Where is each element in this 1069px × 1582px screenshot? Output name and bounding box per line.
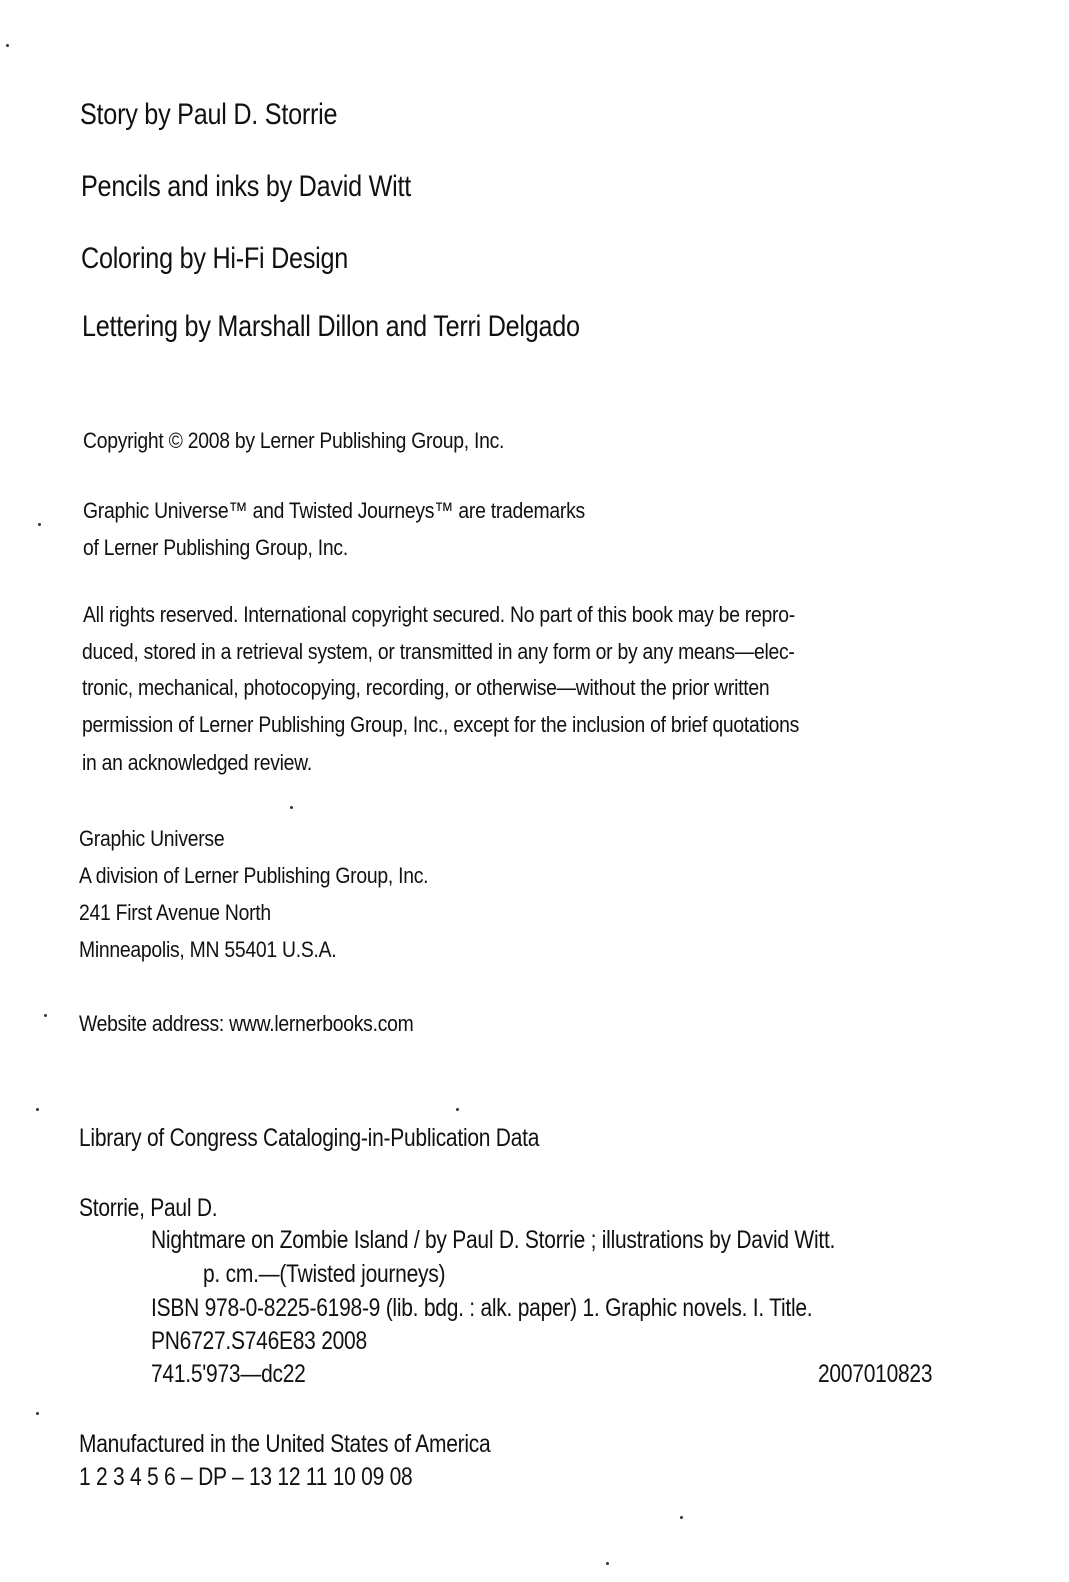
credit-pencils: Pencils and inks by David Witt <box>81 170 411 203</box>
publisher-name: Graphic Universe <box>79 826 225 851</box>
manufacture-line: Manufactured in the United States of America <box>79 1430 491 1458</box>
cip-title-line: Nightmare on Zombie Island / by Paul D. Storrie ; illustrations by David Witt. <box>151 1226 836 1254</box>
scan-speck <box>456 1108 459 1111</box>
scan-speck <box>680 1516 683 1519</box>
publisher-city: Minneapolis, MN 55401 U.S.A. <box>79 937 337 962</box>
cip-author: Storrie, Paul D. <box>79 1194 218 1222</box>
scan-speck <box>36 1412 39 1415</box>
credit-story: Story by Paul D. Storrie <box>80 98 338 131</box>
publisher-street: 241 First Avenue North <box>79 900 271 925</box>
cip-series-line: p. cm.—(Twisted journeys) <box>203 1260 446 1288</box>
cip-lccn: 2007010823 <box>818 1360 933 1388</box>
cip-call-number: PN6727.S746E83 2008 <box>151 1327 367 1355</box>
scan-speck <box>38 523 41 526</box>
scan-speck <box>6 44 9 47</box>
printing-line: 1 2 3 4 5 6 – DP – 13 12 11 10 09 08 <box>79 1463 413 1491</box>
rights-line: duced, stored in a retrieval system, or transmitted in any form or by any means—elec- <box>82 639 795 664</box>
cip-heading: Library of Congress Cataloging-in-Publication Data <box>79 1124 540 1152</box>
rights-line: All rights reserved. International copyright secured. No part of this book may be repro- <box>83 602 795 627</box>
cip-dewey: 741.5'973—dc22 <box>151 1360 306 1388</box>
copyright-notice: Copyright © 2008 by Lerner Publishing Group, Inc. <box>83 428 505 453</box>
website-address: Website address: www.lernerbooks.com <box>79 1011 414 1036</box>
rights-line: in an acknowledged review. <box>82 750 312 775</box>
scan-speck <box>36 1108 39 1111</box>
scan-speck <box>44 1014 47 1017</box>
credit-coloring: Coloring by Hi-Fi Design <box>81 242 349 275</box>
credit-lettering: Lettering by Marshall Dillon and Terri Delgado <box>82 310 580 343</box>
scan-speck <box>606 1562 609 1565</box>
scan-speck <box>290 806 293 809</box>
rights-line: tronic, mechanical, photocopying, recording, or otherwise—without the prior written <box>82 675 770 700</box>
publisher-division: A division of Lerner Publishing Group, Inc. <box>79 863 429 888</box>
trademark-line: Graphic Universe™ and Twisted Journeys™ are trademarks <box>83 498 585 523</box>
trademark-line: of Lerner Publishing Group, Inc. <box>83 535 348 560</box>
cip-isbn-line: ISBN 978-0-8225-6198-9 (lib. bdg. : alk. paper) 1. Graphic novels. I. Title. <box>151 1294 813 1322</box>
rights-line: permission of Lerner Publishing Group, Inc., except for the inclusion of brief quotations <box>82 712 800 737</box>
